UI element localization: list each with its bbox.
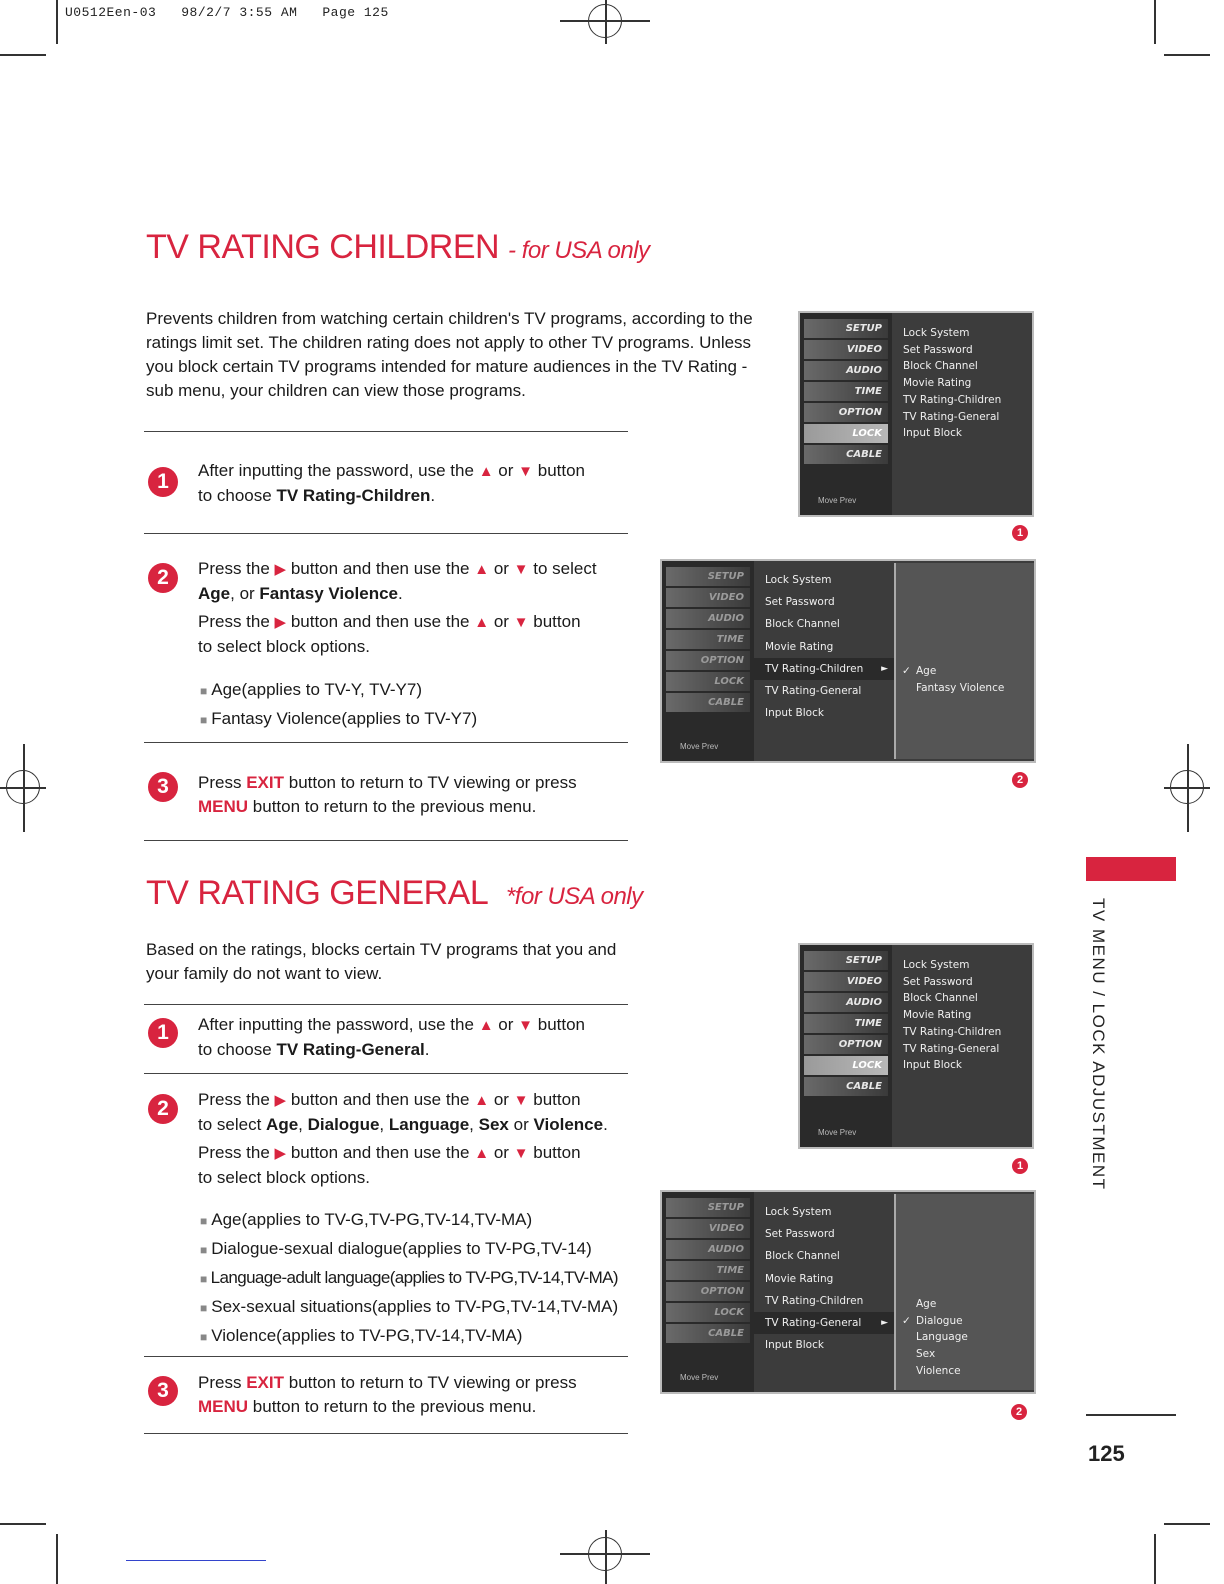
osd-menu-item: Lock System [903, 327, 970, 339]
osd-nav-lock: LOCK [666, 672, 750, 691]
divider [144, 1433, 628, 1434]
list-item [200, 705, 640, 734]
osd-option-label: Dialogue [916, 1314, 963, 1327]
bullet-text: Dialogue-sexual dialogue(applies to TV-PG,TV-14) [211, 1239, 592, 1258]
submenu-arrow-icon: ► [881, 663, 888, 674]
section2-title [146, 874, 643, 913]
check-icon: ✓ [902, 1314, 911, 1327]
crop-mark-bl-v [56, 1534, 58, 1584]
step-text: button and then use the [290, 1143, 470, 1162]
osd-menu-item: Block Channel [765, 1250, 840, 1263]
osd-nav-audio: AUDIO [804, 993, 888, 1012]
osd-nav-video: VIDEO [666, 588, 750, 607]
crop-mark-br-h [1164, 1523, 1210, 1525]
osd-option-label: Fantasy Violence [916, 682, 1005, 694]
up-arrow-icon: ▲ [474, 561, 490, 578]
osd-nav-cable: CABLE [804, 1077, 888, 1096]
print-header: U0512Een-03 98/2/7 3:55 AM Page 125 [65, 5, 389, 20]
osd-menu-item-selected [754, 1312, 894, 1334]
osd-nav-option: OPTION [666, 1282, 750, 1301]
footer-link-line [126, 1560, 266, 1561]
osd-footer: Move Prev [680, 1373, 719, 1382]
check-icon: ✓ [902, 665, 911, 677]
list-item [200, 1293, 640, 1322]
bullet-icon: ■ [200, 1330, 208, 1344]
osd-menu-item: TV Rating-Children [903, 393, 1002, 406]
osd-lock-list [903, 325, 1001, 442]
section2-subtitle: *for USA only [505, 883, 643, 910]
osd-nav [800, 313, 892, 515]
osd-option-label: Age [916, 1298, 937, 1310]
osd-option [902, 1346, 968, 1363]
submenu-arrow-icon: ► [881, 1318, 888, 1329]
step-text: or [493, 1090, 509, 1109]
osd-menu-item: Set Password [765, 1228, 835, 1241]
bullet-icon: ■ [200, 1301, 208, 1315]
step-text: Press the [198, 612, 270, 631]
step-text: button [537, 1015, 585, 1034]
osd-general-menu [660, 1190, 1036, 1394]
bullet-icon: ■ [200, 1272, 207, 1286]
step-text: After inputting the password, use the [198, 461, 474, 480]
figure-badge: 2 [1012, 772, 1028, 788]
down-arrow-icon: ▼ [518, 463, 533, 480]
bullet-text: Age(applies to TV-Y, TV-Y7) [211, 680, 422, 699]
step2-badge: 2 [148, 1094, 178, 1124]
step-text: to choose [198, 486, 272, 505]
osd-option [902, 1313, 968, 1330]
list-item [200, 1264, 640, 1293]
step-text: button [537, 461, 585, 480]
down-arrow-icon: ▼ [518, 1017, 533, 1034]
crop-mark-br-v [1154, 1534, 1156, 1584]
step-bold: TV Rating-Children [276, 486, 431, 505]
osd-footer: Move Prev [818, 1128, 857, 1137]
divider [144, 533, 628, 534]
figure-badge: 2 [1011, 1404, 1027, 1420]
section1-title-text: TV RATING CHILDREN [146, 228, 500, 266]
bullet-icon: ■ [200, 1243, 208, 1257]
divider [144, 1073, 628, 1074]
menu-key-label: MENU [198, 797, 249, 816]
osd-nav-option: OPTION [804, 1035, 888, 1054]
step-text: . [430, 486, 436, 505]
osd-lock-menu [798, 311, 1034, 517]
down-arrow-icon: ▼ [513, 614, 529, 631]
step-text: or [513, 1115, 529, 1134]
osd-option-label: Age [916, 665, 937, 677]
section2-step1 [198, 1013, 638, 1062]
step-text: Press the [198, 559, 270, 578]
down-arrow-icon: ▼ [513, 561, 529, 578]
right-arrow-icon: ▶ [274, 1092, 287, 1109]
osd-nav-cable: CABLE [804, 445, 888, 464]
osd-lock-list [903, 957, 1001, 1074]
sidebar-tab [1086, 857, 1176, 881]
step-text: button and then use the [290, 559, 470, 578]
step-text: or [493, 1143, 509, 1162]
step1-badge: 1 [148, 1018, 178, 1048]
step2-badge: 2 [148, 563, 178, 593]
crop-mark-tr-v [1154, 0, 1156, 44]
step-text: Press the [198, 1143, 270, 1162]
osd-nav-option: OPTION [804, 403, 888, 422]
osd-nav-setup: SETUP [666, 1198, 750, 1217]
menu-key-label: MENU [198, 1397, 249, 1416]
divider [144, 742, 628, 743]
osd-lock-list [754, 1201, 894, 1356]
section1-subtitle: - for USA only [508, 237, 650, 264]
step-text: or [498, 461, 514, 480]
osd-children-menu [660, 559, 1036, 763]
osd-menu-item: Set Password [765, 596, 835, 609]
registration-line [605, 1530, 607, 1584]
osd-option [902, 1296, 968, 1313]
osd-nav-option: OPTION [666, 651, 750, 670]
right-arrow-icon: ▶ [274, 614, 287, 631]
step-text: button to return to TV viewing or press [288, 773, 577, 792]
osd-lock-list [754, 569, 894, 724]
step-bold: Violence [533, 1115, 604, 1134]
figure-badge: 1 [1012, 1158, 1028, 1174]
section1-step2 [198, 557, 648, 659]
up-arrow-icon: ▲ [478, 1017, 494, 1034]
step-bold: Age [198, 584, 231, 603]
osd-menu-item: Input Block [765, 1339, 824, 1352]
registration-line [23, 744, 25, 832]
step1-badge: 1 [148, 467, 178, 497]
osd-menu-item: TV Rating-Children [903, 1025, 1002, 1038]
osd-nav-audio: AUDIO [804, 361, 888, 380]
osd-nav-video: VIDEO [804, 340, 888, 359]
section2-title-text: TV RATING GENERAL [146, 874, 487, 912]
step-text: button to return to the previous menu. [252, 797, 537, 816]
step-text: . [603, 1115, 608, 1134]
step-text: After inputting the password, use the [198, 1015, 474, 1034]
section1-bullets [200, 676, 640, 734]
osd-nav-lock: LOCK [666, 1303, 750, 1322]
figure-badge: 1 [1012, 525, 1028, 541]
osd-menu-item: TV Rating-General [903, 410, 1000, 423]
bullet-icon: ■ [200, 1214, 208, 1228]
footer-rule [1086, 1414, 1176, 1416]
registration-line [605, 0, 607, 44]
osd-nav-time: TIME [804, 382, 888, 401]
step-bold: Age [266, 1115, 299, 1134]
step-text: button [533, 1090, 581, 1109]
osd-nav-cable: CABLE [666, 1324, 750, 1343]
divider [144, 1356, 628, 1357]
step-text: button [533, 612, 581, 631]
bullet-icon: ■ [200, 713, 208, 727]
osd-menu-item-label: TV Rating-General [765, 1317, 862, 1330]
divider [144, 431, 628, 432]
osd-option [902, 663, 1004, 680]
step-text: or [498, 1015, 514, 1034]
step-text: to select [198, 1115, 262, 1134]
step-text: or [493, 612, 509, 631]
bullet-text: Violence(applies to TV-PG,TV-14,TV-MA) [211, 1326, 523, 1345]
osd-submenu-panel [894, 563, 1034, 759]
step-text: to select block options. [198, 637, 370, 656]
osd-option-label: Violence [916, 1364, 961, 1377]
osd-nav [662, 1192, 754, 1392]
osd-nav-video: VIDEO [804, 972, 888, 991]
down-arrow-icon: ▼ [513, 1092, 529, 1109]
osd-menu-item: Input Block [765, 707, 824, 720]
page-number: 125 [1088, 1441, 1125, 1466]
divider [144, 1004, 628, 1005]
exit-key-label: EXIT [246, 1373, 284, 1392]
osd-option [902, 1329, 968, 1346]
down-arrow-icon: ▼ [513, 1145, 529, 1162]
section1-intro: Prevents children from watching certain children's TV programs, according to the ratings limit set. The children rating does not apply to other TV programs. Unless you block certain TV programs intended for mature audiences in the TV Rating - sub menu, your children can view those programs. [146, 309, 753, 400]
section1-step3 [198, 771, 638, 819]
step3-badge: 3 [148, 1376, 178, 1406]
osd-option [902, 680, 1004, 697]
osd-menu-item: TV Rating-General [903, 1042, 1000, 1055]
step-text: to select block options. [198, 1168, 370, 1187]
osd-nav-audio: AUDIO [666, 1240, 750, 1259]
up-arrow-icon: ▲ [474, 614, 490, 631]
list-item [200, 1235, 640, 1264]
crop-mark-bl-h [0, 1523, 46, 1525]
exit-key-label: EXIT [246, 773, 284, 792]
bullet-icon: ■ [200, 684, 208, 698]
osd-nav-time: TIME [666, 630, 750, 649]
osd-menu-item: Movie Rating [765, 1272, 834, 1285]
step-text: button and then use the [290, 1090, 470, 1109]
osd-menu-item: Block Channel [903, 360, 978, 373]
osd-menu-item: Block Channel [765, 618, 840, 631]
osd-menu-item: TV Rating-Children [765, 1294, 864, 1307]
osd-footer: Move Prev [680, 742, 719, 751]
step-text: Press the [198, 1090, 270, 1109]
osd-menu-item: Set Password [903, 343, 973, 356]
osd-nav-lock: LOCK [804, 424, 888, 443]
osd-nav [662, 561, 754, 761]
osd-menu-item: Input Block [903, 427, 962, 440]
osd-nav-time: TIME [804, 1014, 888, 1033]
step-bold: TV Rating-General [276, 1040, 425, 1059]
step-text: , or [230, 584, 255, 603]
bullet-text: Language-adult language(applies to TV-PG,TV-14,TV-MA) [210, 1268, 618, 1287]
osd-option-label: Sex [916, 1348, 936, 1361]
section1-step1 [198, 459, 638, 508]
osd-menu-item: Movie Rating [765, 640, 834, 653]
osd-menu-item: Input Block [903, 1059, 962, 1072]
crop-mark-tl-h [0, 54, 46, 56]
bullet-text: Age(applies to TV-G,TV-PG,TV-14,TV-MA) [211, 1210, 533, 1229]
step-text: . [398, 584, 403, 603]
up-arrow-icon: ▲ [474, 1092, 490, 1109]
section2-bullets [200, 1206, 640, 1351]
osd-menu-item: Movie Rating [903, 1009, 972, 1022]
osd-menu-item: Lock System [765, 1206, 832, 1218]
osd-menu-item: Movie Rating [903, 377, 972, 390]
step-bold: Sex [478, 1115, 509, 1134]
crop-mark-tl-v [56, 0, 58, 44]
step-text: . [424, 1040, 430, 1059]
divider [144, 840, 628, 841]
step-text: Press [198, 1373, 242, 1392]
step3-badge: 3 [148, 772, 178, 802]
registration-line [1187, 744, 1189, 832]
up-arrow-icon: ▲ [478, 463, 494, 480]
osd-options-list [902, 1296, 968, 1380]
bullet-text: Fantasy Violence(applies to TV-Y7) [211, 709, 478, 728]
bullet-text: Sex-sexual situations(applies to TV-PG,TV-14,TV-MA) [211, 1297, 619, 1316]
step-text: to choose [198, 1040, 272, 1059]
section1-title [146, 228, 650, 267]
osd-nav [800, 945, 892, 1147]
osd-menu-item-selected [754, 658, 894, 680]
osd-options-list [902, 663, 1004, 697]
osd-nav-setup: SETUP [804, 319, 888, 338]
list-item [200, 676, 640, 705]
osd-menu-item-label: TV Rating-Children [765, 662, 864, 675]
step-bold: Dialogue [307, 1115, 380, 1134]
osd-footer: Move Prev [818, 496, 857, 505]
step-text: or [493, 559, 509, 578]
step-text: button and then use the [290, 612, 470, 631]
osd-nav-cable: CABLE [666, 693, 750, 712]
right-arrow-icon: ▶ [274, 561, 287, 578]
osd-nav-setup: SETUP [804, 951, 888, 970]
step-text: Press [198, 773, 242, 792]
list-item [200, 1206, 640, 1235]
list-item [200, 1322, 640, 1351]
osd-nav-lock: LOCK [804, 1056, 888, 1075]
osd-menu-item: Set Password [903, 975, 973, 988]
osd-menu-item: Lock System [765, 574, 832, 586]
step-text: button [533, 1143, 581, 1162]
section2-step3 [198, 1371, 638, 1419]
sidebar-label: TV MENU / LOCK ADJUSTMENT [1089, 898, 1108, 1191]
osd-menu-item: Lock System [903, 959, 970, 971]
step-text: button to return to TV viewing or press [288, 1373, 577, 1392]
osd-menu-item: TV Rating-General [765, 685, 862, 698]
section2-intro: Based on the ratings, blocks certain TV programs that you and your family do not want to view. [146, 940, 617, 983]
up-arrow-icon: ▲ [474, 1145, 490, 1162]
right-arrow-icon: ▶ [274, 1145, 287, 1162]
step-text: button to return to the previous menu. [252, 1397, 537, 1416]
osd-option-label: Language [916, 1331, 968, 1344]
step-text: to select [533, 559, 597, 578]
osd-lock-menu [798, 943, 1034, 1149]
osd-nav-audio: AUDIO [666, 609, 750, 628]
step-bold: Language [388, 1115, 470, 1134]
osd-nav-setup: SETUP [666, 567, 750, 586]
osd-menu-item: Block Channel [903, 992, 978, 1005]
crop-mark-tr-h [1164, 54, 1210, 56]
osd-nav-time: TIME [666, 1261, 750, 1280]
osd-option [902, 1363, 968, 1380]
section2-step2: Press the ▶ button and then use the ▲ or ▼ button to select Age, Dialogue, Language, Sex or Violence. Press the ▶ button and then use the ▲ or ▼ button to select block options. [198, 1090, 608, 1187]
osd-nav-video: VIDEO [666, 1219, 750, 1238]
step-bold: Fantasy Violence [259, 584, 399, 603]
